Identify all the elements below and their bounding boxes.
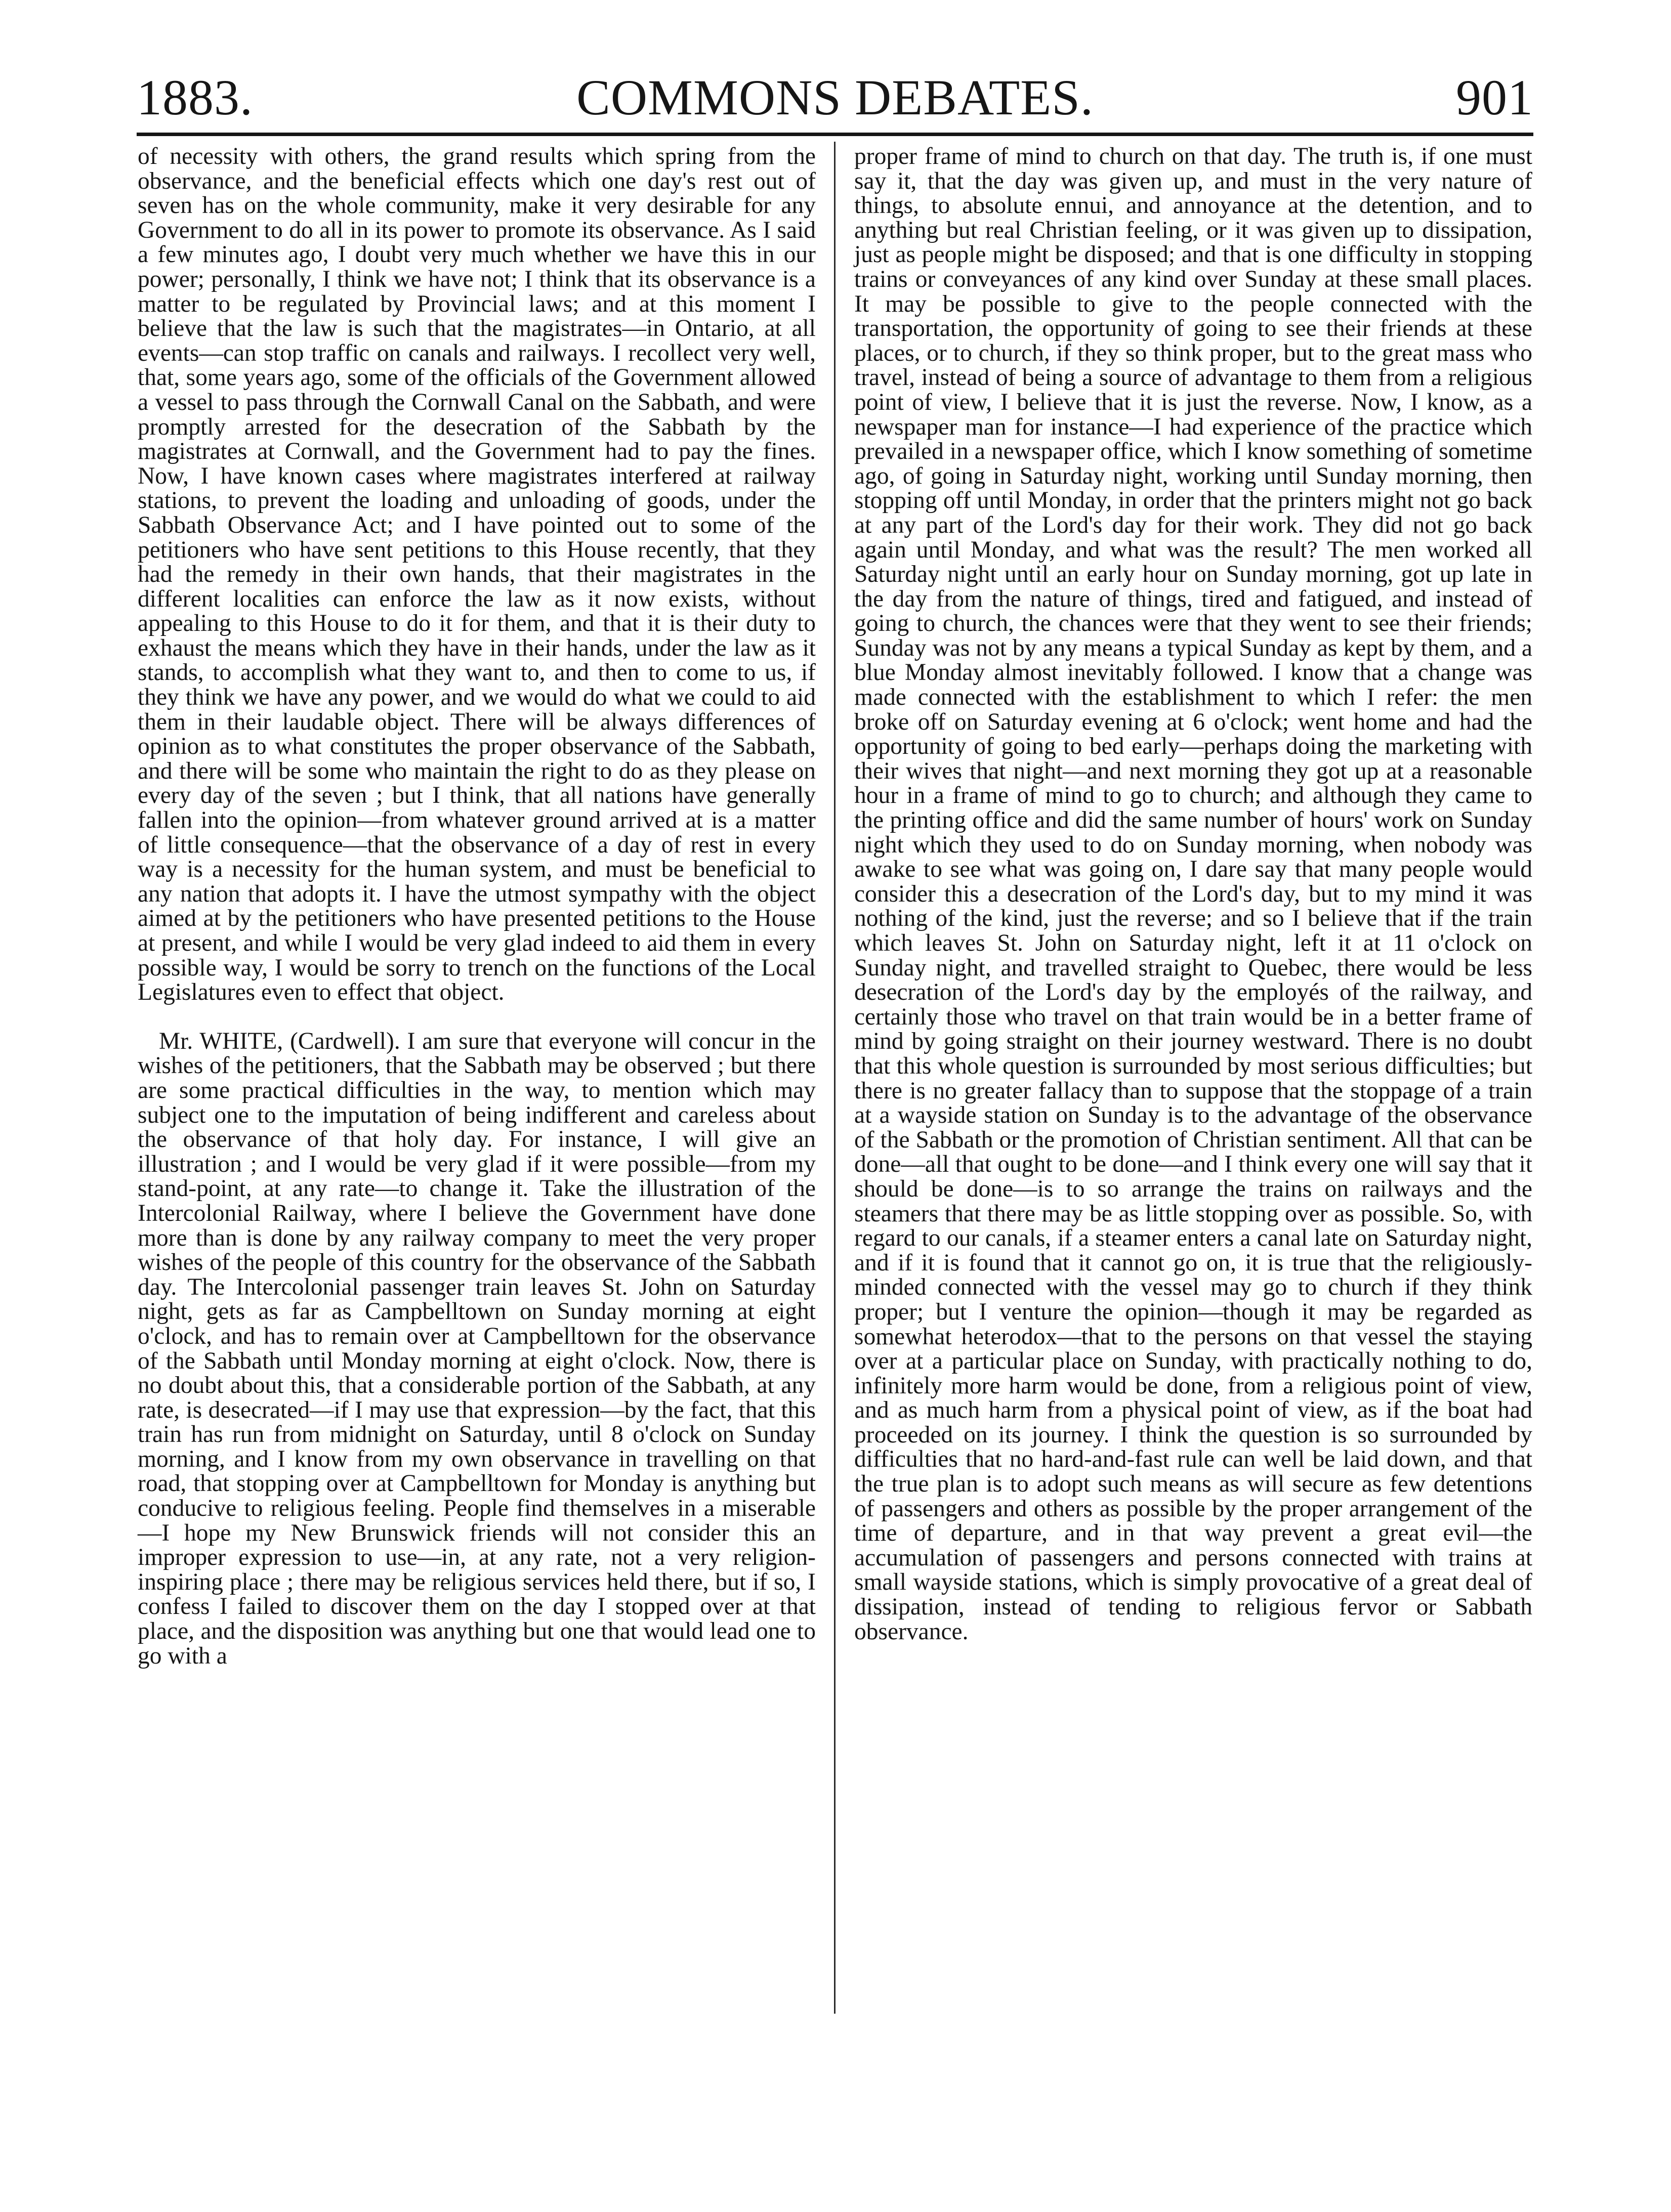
- header-year: 1883.: [137, 69, 253, 125]
- page-header: [137, 65, 1533, 131]
- header-title: COMMONS DEBATES.: [576, 69, 1094, 125]
- right-column: [854, 144, 1532, 2016]
- right-paragraph-continuation: proper frame of mind to church on that day. The truth is, if one must say it, that the day was given up, and must in the very nature of things, to absolute ennui, and annoyance at the detention, and to anything but real Christian feeling, or it was given up to dissipation, just as people might be disposed; and that is one difficulty in stopping trains or conveyances of any kind over Sunday at these small places. It may be possible to give to the people connected with the transportation, the opportunity of going to see their friends at these places, or to church, if they so think proper, but to the great mass who travel, instead of being a source of advantage to them from a religious point of view, I believe that it is just the reverse. Now, I know, as a newspaper man for instance—I had experience of the practice which prevailed in a newspaper office, which I know something of sometime ago, of going in Saturday night, working until Sunday morning, then stopping off until Monday, in order that the printers might not go back at any part of the Lord's day for their work. They did not go back again until Monday, and what was the result? The men worked all Saturday night until an early hour on Sunday morning, got up late in the day from the nature of things, tired and fatigued, and instead of going to church, the chances were that they went to see their friends; Sunday was not by any means a typical Sunday as kept by them, and a blue Monday almost inevitably followed. I know that a change was made connected with the establishment to which I refer: the men broke off on Saturday evening at 6 o'clock; went home and had the opportunity of going to bed early—perhaps doing the marketing with their wives that night—and next morning they got up at a reasonable hour in a frame of mind to go to church; and although they came to the printing office and did the same number of hours' work on Sunday night which they used to do on Sunday morning, when nobody was awake to see what was going on, I dare say that many people would consider this a desecration of the Lord's day, but to my mind it was nothing of the kind, just the reverse; and so I believe that if the train which leaves St. John on Saturday night, left it at 11 o'clock on Sunday night, and travelled straight to Quebec, there would be less desecration of the Lord's day by the employés of the railway, and certainly those who travel on that train would be in a better frame of mind by going straight on their journey westward. There is no doubt that this whole question is surrounded by most serious difficulties; but there is no greater fallacy than to suppose that the stoppage of a train at a wayside station on Sunday is to the advantage of the observance of the Sabbath or the promotion of Christian sentiment. All that can be done—all that ought to be done—and I think every one will say that it should be done—is to so arrange the trains on railways and the steamers that there may be as little stopping over as possible. So, with regard to our canals, if a steamer enters a canal late on Saturday night, and if it is found that it cannot go on, it is true that the religiously-minded connected with the vessel may go to church if they think proper; but I venture the opinion—though it may be regarded as somewhat heterodox—that to the persons on that vessel the staying over at a particular place on Sunday, with practically nothing to do, infinitely more harm would be done, from a religious point of view, and as much harm from a physical point of view, as if the boat had proceeded on its journey. I think the question is so surrounded by difficulties that no hard-and-fast rule can well be laid down, and that the true plan is to adopt such means as will secure as few detentions of passengers and others as possible by the proper arrangement of the time of departure, and in that way prevent a great evil—the accumulation of passengers and persons connected with trains at small wayside stations, which is simply provocative of a great deal of dissipation, instead of tending to religious fervor or Sabbath observance.: [854, 143, 1532, 1645]
- left-column: [138, 144, 816, 2016]
- left-paragraph-mr-white: Mr. WHITE, (Cardwell). I am sure that everyone will concur in the wishes of the petitioners, that the Sabbath may be observed ; but there are some practical difficulties in the way, to mention which may subject one to the imputation of being indifferent and careless about the observance of that holy day. For instance, I will give an illustration ; and I would be very glad if it were possible—from my stand-point, at any rate—to change it. Take the illustration of the Intercolonial Railway, where I believe the Government have done more than is done by any railway company to meet the very proper wishes of the people of this country for the observance of the Sabbath day. The Intercolonial passenger train leaves St. John on Saturday night, gets as far as Campbelltown on Sunday morning at eight o'clock, and has to remain over at Campbelltown for the observance of the Sabbath until Monday morning at eight o'clock. Now, there is no doubt about this, that a considerable portion of the Sabbath, at any rate, is desecrated—if I may use that expression—by the fact, that this train has run from midnight on Saturday, until 8 o'clock on Sunday morning, and I know from my own observance in travelling on that road, that stopping over at Campbelltown for Monday is anything but conducive to religious feeling. People find themselves in a miserable—I hope my New Brunswick friends will not consider this an improper expression to use—in, at any rate, not a very religion-inspiring place ; there may be religious services held there, but if so, I confess I failed to discover them on the day I stopped over at that place, and the disposition was anything but one that would lead one to go with a: [138, 1028, 816, 1669]
- column-divider: [834, 142, 835, 2014]
- header-page-number: 901: [1456, 69, 1533, 125]
- left-paragraph-continuation: of necessity with others, the grand results which spring from the observance, and the beneficial effects which one day's rest out of seven has on the whole community, make it very desirable for any Government to do all in its power to promote its observance. As I said a few minutes ago, I doubt very much whether we have this in our power; personally, I think we have not; I think that its observance is a matter to be regulated by Provincial laws; and at this moment I believe that the law is such that the magistrates—in Ontario, at all events—can stop traffic on canals and railways. I recollect very well, that, some years ago, some of the officials of the Government allowed a vessel to pass through the Cornwall Canal on the Sabbath, and were promptly arrested for the desecration of the Sabbath by the magistrates at Cornwall, and the Government had to pay the fines. Now, I have known cases where magistrates interfered at railway stations, to prevent the loading and unloading of goods, under the Sabbath Observance Act; and I have pointed out to some of the petitioners who have sent petitions to this House recently, that they had the remedy in their own hands, that their magistrates in the different localities can enforce the law as it now exists, without appealing to this House to do it for them, and that it is their duty to exhaust the means which they have in their hands, under the law as it stands, to accomplish what they want to, and then to come to us, if they think we have any power, and we would do what we could to aid them in their laudable object. There will be always differences of opinion as to what constitutes the proper observance of the Sabbath, and there will be some who maintain the right to do as they please on every day of the seven ; but I think, that all nations have generally fallen into the opinion—from whatever ground arrived at is a matter of little consequence—that the observance of a day of rest in every way is a necessity for the human system, and must be beneficial to any nation that adopts it. I have the utmost sympathy with the object aimed at by the petitioners who have presented petitions to the House at present, and while I would be very glad indeed to aid them in every possible way, I would be sorry to trench on the functions of the Local Legislatures even to effect that object.: [138, 143, 816, 1006]
- header-rule: [137, 133, 1533, 136]
